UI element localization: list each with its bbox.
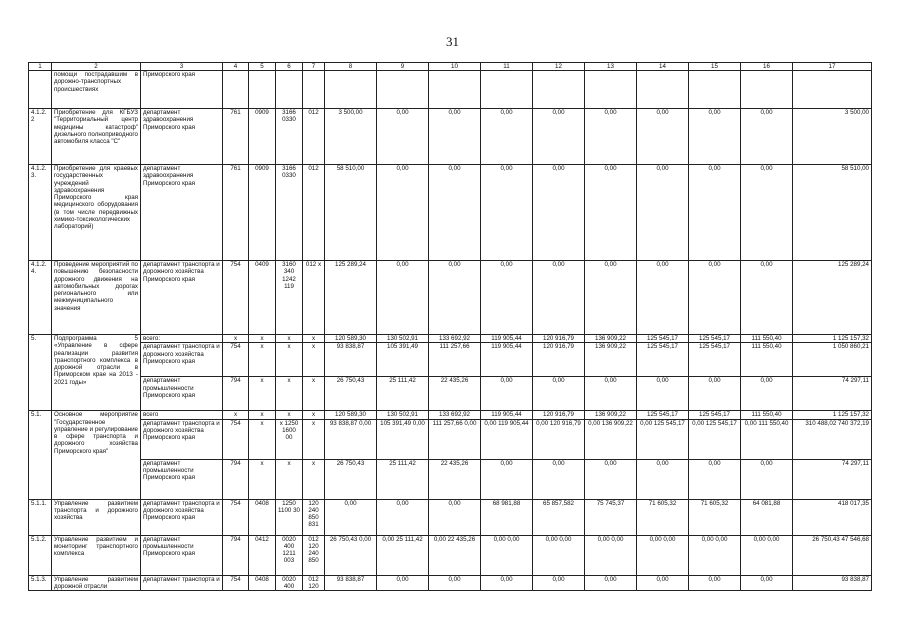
year-value: 0,00 120 916,79 <box>533 419 585 459</box>
year-value: 111 550,40 <box>741 335 793 343</box>
item-name: Основное мероприятие "Государственное управление и регулирование в сфере транспорта и дорожного хозяйства Приморского края" <box>52 411 141 499</box>
executor: всего <box>141 411 223 419</box>
executor: департамент промышленности Приморского края <box>141 535 223 575</box>
year-value <box>585 71 637 109</box>
total-value: 418 017,35 <box>793 499 872 535</box>
year-value: 0,00 0,00 <box>585 535 637 575</box>
budget-table <box>28 62 872 591</box>
year-value: 125 545,17 <box>637 335 689 343</box>
column-number-row <box>29 63 872 71</box>
item-number: 4.1.2.2 <box>29 109 52 165</box>
code-type: х <box>303 459 325 499</box>
column-number: 11 <box>481 63 533 71</box>
code-grbs: 754 <box>223 575 249 591</box>
code-section: 0412 <box>249 535 276 575</box>
code-section: х <box>249 343 276 377</box>
code-section: 0408 <box>249 499 276 535</box>
table-row <box>29 71 872 109</box>
table-row <box>29 165 872 261</box>
year-value: 125 289,24 <box>325 261 377 335</box>
year-value: 0,00 <box>637 575 689 591</box>
item-number: 4.1.2.3. <box>29 165 52 261</box>
year-value: 0,00 <box>429 109 481 165</box>
code-grbs: 761 <box>223 109 249 165</box>
year-value: 58 510,00 <box>325 165 377 261</box>
year-value: 0,00 <box>741 575 793 591</box>
total-value: 93 838,87 <box>793 575 872 591</box>
year-value: 0,00 <box>429 261 481 335</box>
year-value: 0,00 <box>637 165 689 261</box>
year-value: 0,00 <box>585 261 637 335</box>
table-row <box>29 419 872 459</box>
executor: департамент здравоохранения Приморского края <box>141 109 223 165</box>
year-value: 25 111,42 <box>377 377 429 411</box>
year-value: 0,00 <box>377 261 429 335</box>
code-target: х <box>276 343 303 377</box>
code-type: 012 <box>303 165 325 261</box>
item-number: 5.1.3. <box>29 575 52 591</box>
total-value: 26 750,43 47 546,68 <box>793 535 872 575</box>
year-value: 3 500,00 <box>325 109 377 165</box>
year-value: 111 257,66 <box>429 343 481 377</box>
code-type: х <box>303 335 325 343</box>
year-value: 0,00 <box>533 459 585 499</box>
year-value: 120 916,79 <box>533 411 585 419</box>
year-value: 0,00 <box>689 377 741 411</box>
column-number: 17 <box>793 63 872 71</box>
year-value: 105 391,49 <box>377 343 429 377</box>
year-value: 0,00 0,00 <box>481 535 533 575</box>
year-value: 22 435,26 <box>429 459 481 499</box>
year-value <box>741 71 793 109</box>
year-value: 0,00 119 905,44 <box>481 419 533 459</box>
year-value: 0,00 <box>637 459 689 499</box>
code-section: х <box>249 411 276 419</box>
year-value: 133 692,92 <box>429 411 481 419</box>
year-value: 0,00 0,00 <box>741 535 793 575</box>
executor: департамент промышленности Приморского края <box>141 377 223 411</box>
code-type: 012 120 <box>303 575 325 591</box>
item-number: 5.1.2. <box>29 535 52 575</box>
executor: Приморского края <box>141 71 223 109</box>
year-value: 0,00 <box>585 165 637 261</box>
item-name: Подпрограмма 5 «Управление в сфере реализации развития транспортного комплекса в дорожной отрасли в Приморском крае на 2013 - 2021 годы» <box>52 335 141 411</box>
item-name: Управление развитием и мониторинг транспортного комплекса <box>52 535 141 575</box>
table-row <box>29 261 872 335</box>
year-value: 0,00 <box>481 109 533 165</box>
column-number: 10 <box>429 63 481 71</box>
year-value: 0,00 <box>429 575 481 591</box>
code-section: 0409 <box>249 261 276 335</box>
table-body <box>29 63 872 591</box>
executor: департамент транспорта и <box>141 575 223 591</box>
year-value: 0,00 <box>533 575 585 591</box>
code-grbs: 754 <box>223 419 249 459</box>
code-grbs: 754 <box>223 499 249 535</box>
year-value: 0,00 <box>741 377 793 411</box>
item-number: 5. <box>29 335 52 411</box>
year-value: 120 589,30 <box>325 411 377 419</box>
code-target: 1250 1100 30 <box>276 499 303 535</box>
column-number: 12 <box>533 63 585 71</box>
code-target: х <box>276 377 303 411</box>
year-value: 120 916,79 <box>533 335 585 343</box>
year-value: 68 981,88 <box>481 499 533 535</box>
table-row <box>29 575 872 591</box>
total-value: 74 297,11 <box>793 459 872 499</box>
year-value: 0,00 125 545,17 <box>689 419 741 459</box>
executor: департамент транспорта и дорожного хозяйства Приморского края <box>141 261 223 335</box>
year-value: 0,00 <box>741 459 793 499</box>
year-value: 0,00 <box>741 109 793 165</box>
year-value: 0,00 <box>481 377 533 411</box>
year-value: 0,00 <box>377 165 429 261</box>
code-target: х <box>276 459 303 499</box>
year-value: 136 909,22 <box>585 335 637 343</box>
year-value: 0,00 <box>585 575 637 591</box>
year-value: 25 111,42 <box>377 459 429 499</box>
code-type <box>303 71 325 109</box>
year-value: 65 857,582 <box>533 499 585 535</box>
item-name: Приобретение для КГБУЗ "Территориальный центр медицины катастроф" дизельного полноприводного автомобиля класса "С" <box>52 109 141 165</box>
code-target: х <box>276 335 303 343</box>
item-number: 5.1.1. <box>29 499 52 535</box>
code-target: 0020 400 <box>276 575 303 591</box>
year-value: 136 909,22 <box>585 343 637 377</box>
item-number <box>29 71 52 109</box>
year-value: 133 692,92 <box>429 335 481 343</box>
year-value: 0,00 <box>585 377 637 411</box>
column-number: 2 <box>52 63 141 71</box>
year-value: 0,00 <box>741 261 793 335</box>
code-section: 0909 <box>249 109 276 165</box>
year-value: 26 750,43 0,00 <box>325 535 377 575</box>
total-value: 1 125 157,32 <box>793 411 872 419</box>
year-value: 0,00 <box>533 377 585 411</box>
executor: всего: <box>141 335 223 343</box>
code-section: х <box>249 419 276 459</box>
year-value: 71 605,32 <box>689 499 741 535</box>
code-grbs: х <box>223 335 249 343</box>
executor: департамент здравоохранения Приморского края <box>141 165 223 261</box>
column-number: 13 <box>585 63 637 71</box>
year-value <box>481 71 533 109</box>
year-value: 0,00 <box>533 261 585 335</box>
code-type: 012 120 240 850 <box>303 535 325 575</box>
year-value: 0,00 <box>585 109 637 165</box>
year-value: 0,00 <box>533 165 585 261</box>
code-target: 0020 400 1211 003 <box>276 535 303 575</box>
code-section: х <box>249 459 276 499</box>
column-number: 7 <box>303 63 325 71</box>
year-value: 0,00 <box>325 499 377 535</box>
column-number: 9 <box>377 63 429 71</box>
table-row <box>29 535 872 575</box>
code-grbs: 754 <box>223 261 249 335</box>
table-row <box>29 335 872 343</box>
code-target: 3166 0330 <box>276 109 303 165</box>
executor: департамент транспорта и дорожного хозяйства Приморского края <box>141 419 223 459</box>
table-row <box>29 499 872 535</box>
year-value: 0,00 0,00 <box>533 535 585 575</box>
year-value: 0,00 <box>741 165 793 261</box>
code-grbs: 794 <box>223 377 249 411</box>
executor: департамент промышленности Приморского края <box>141 459 223 499</box>
code-grbs: х <box>223 411 249 419</box>
table-row <box>29 343 872 377</box>
year-value: 125 545,17 <box>689 411 741 419</box>
year-value: 130 502,91 <box>377 411 429 419</box>
code-type: 120 240 850 831 <box>303 499 325 535</box>
year-value: 26 750,43 <box>325 377 377 411</box>
year-value: 0,00 <box>481 575 533 591</box>
year-value: 125 545,17 <box>689 335 741 343</box>
year-value: 0,00 <box>533 109 585 165</box>
total-value: 1 050 860,21 <box>793 343 872 377</box>
year-value: 0,00 <box>585 459 637 499</box>
year-value: 111 257,66 0,00 <box>429 419 481 459</box>
year-value: 111 550,40 <box>741 343 793 377</box>
code-target: 3160 340 1242 119 <box>276 261 303 335</box>
year-value: 0,00 <box>689 459 741 499</box>
executor: департамент транспорта и дорожного хозяйства Приморского края <box>141 499 223 535</box>
year-value: 105 391,49 0,00 <box>377 419 429 459</box>
year-value: 0,00 <box>637 377 689 411</box>
table-row <box>29 377 872 411</box>
code-section: х <box>249 377 276 411</box>
year-value: 64 081,88 <box>741 499 793 535</box>
code-type: х <box>303 419 325 459</box>
code-section: х <box>249 335 276 343</box>
column-number: 5 <box>249 63 276 71</box>
table-row <box>29 109 872 165</box>
year-value: 22 435,26 <box>429 377 481 411</box>
year-value: 0,00 <box>689 575 741 591</box>
item-name: Управление развитием дорожной отрасли <box>52 575 141 591</box>
total-value <box>793 71 872 109</box>
year-value: 125 545,17 <box>689 343 741 377</box>
table-row <box>29 411 872 419</box>
code-type: 012 <box>303 109 325 165</box>
item-number: 5.1. <box>29 411 52 499</box>
year-value: 125 545,17 <box>637 411 689 419</box>
code-target: 3166 0330 <box>276 165 303 261</box>
code-target: х <box>276 411 303 419</box>
year-value: 120 916,79 <box>533 343 585 377</box>
year-value: 0,00 25 111,42 <box>377 535 429 575</box>
year-value: 120 589,30 <box>325 335 377 343</box>
year-value: 0,00 <box>689 109 741 165</box>
code-grbs: 761 <box>223 165 249 261</box>
year-value: 119 905,44 <box>481 335 533 343</box>
item-name: Приобретение для краевых государственных учреждений здравоохранения Приморского края медицинского оборудования (в том числе передвижных химико-токсикологических лабораторий) <box>52 165 141 261</box>
year-value: 75 745,37 <box>585 499 637 535</box>
item-number: 4.1.2.4. <box>29 261 52 335</box>
code-type: 012 х <box>303 261 325 335</box>
year-value: 119 905,44 <box>481 343 533 377</box>
code-grbs: 794 <box>223 535 249 575</box>
year-value: 93 838,87 <box>325 343 377 377</box>
year-value: 0,00 <box>689 165 741 261</box>
column-number: 4 <box>223 63 249 71</box>
item-name: помощи пострадавшим в дорожно-транспортных происшествиях <box>52 71 141 109</box>
code-type: х <box>303 411 325 419</box>
year-value: 93 838,87 <box>325 575 377 591</box>
year-value: 0,00 111 550,40 <box>741 419 793 459</box>
code-type: х <box>303 377 325 411</box>
code-grbs: 794 <box>223 459 249 499</box>
column-number: 6 <box>276 63 303 71</box>
total-value: 310 488,02 740 372,19 <box>793 419 872 459</box>
column-number: 8 <box>325 63 377 71</box>
year-value: 71 605,32 <box>637 499 689 535</box>
code-type: х <box>303 343 325 377</box>
year-value: 136 909,22 <box>585 411 637 419</box>
year-value: 0,00 <box>429 499 481 535</box>
year-value: 0,00 <box>481 261 533 335</box>
year-value: 0,00 0,00 <box>689 535 741 575</box>
year-value: 0,00 <box>481 165 533 261</box>
page-number: 31 <box>446 34 459 49</box>
item-name: Проведение мероприятий по повышению безопасности дорожного движения на автомобильных дорогах регионального или межмуниципального значения <box>52 261 141 335</box>
year-value: 0,00 <box>481 459 533 499</box>
year-value <box>689 71 741 109</box>
code-section: 0408 <box>249 575 276 591</box>
year-value: 0,00 <box>637 109 689 165</box>
year-value <box>533 71 585 109</box>
code-grbs <box>223 71 249 109</box>
year-value: 0,00 125 545,17 <box>637 419 689 459</box>
year-value <box>377 71 429 109</box>
year-value: 93 838,87 0,00 <box>325 419 377 459</box>
year-value: 0,00 136 909,22 <box>585 419 637 459</box>
year-value: 0,00 0,00 <box>637 535 689 575</box>
year-value: 0,00 <box>377 109 429 165</box>
year-value: 26 750,43 <box>325 459 377 499</box>
year-value: 130 502,91 <box>377 335 429 343</box>
total-value: 1 125 157,32 <box>793 335 872 343</box>
year-value <box>325 71 377 109</box>
year-value: 0,00 <box>689 261 741 335</box>
table-row <box>29 459 872 499</box>
year-value <box>429 71 481 109</box>
year-value: 0,00 <box>377 575 429 591</box>
year-value: 0,00 <box>377 499 429 535</box>
year-value: 0,00 22 435,26 <box>429 535 481 575</box>
total-value: 74 297,11 <box>793 377 872 411</box>
year-value: 111 550,40 <box>741 411 793 419</box>
column-number: 1 <box>29 63 52 71</box>
total-value: 125 289,24 <box>793 261 872 335</box>
year-value: 0,00 <box>637 261 689 335</box>
year-value: 0,00 <box>429 165 481 261</box>
code-target <box>276 71 303 109</box>
column-number: 3 <box>141 63 223 71</box>
year-value: 125 545,17 <box>637 343 689 377</box>
item-name: Управление развитием транспорта и дорожного хозяйства <box>52 499 141 535</box>
column-number: 16 <box>741 63 793 71</box>
column-number: 15 <box>689 63 741 71</box>
year-value: 119 905,44 <box>481 411 533 419</box>
code-section <box>249 71 276 109</box>
code-target: х 1250 1600 00 <box>276 419 303 459</box>
total-value: 58 510,00 <box>793 165 872 261</box>
executor: департамент транспорта и дорожного хозяйства Приморского края <box>141 343 223 377</box>
code-section: 0909 <box>249 165 276 261</box>
code-grbs: 754 <box>223 343 249 377</box>
column-number: 14 <box>637 63 689 71</box>
year-value <box>637 71 689 109</box>
total-value: 3 500,00 <box>793 109 872 165</box>
